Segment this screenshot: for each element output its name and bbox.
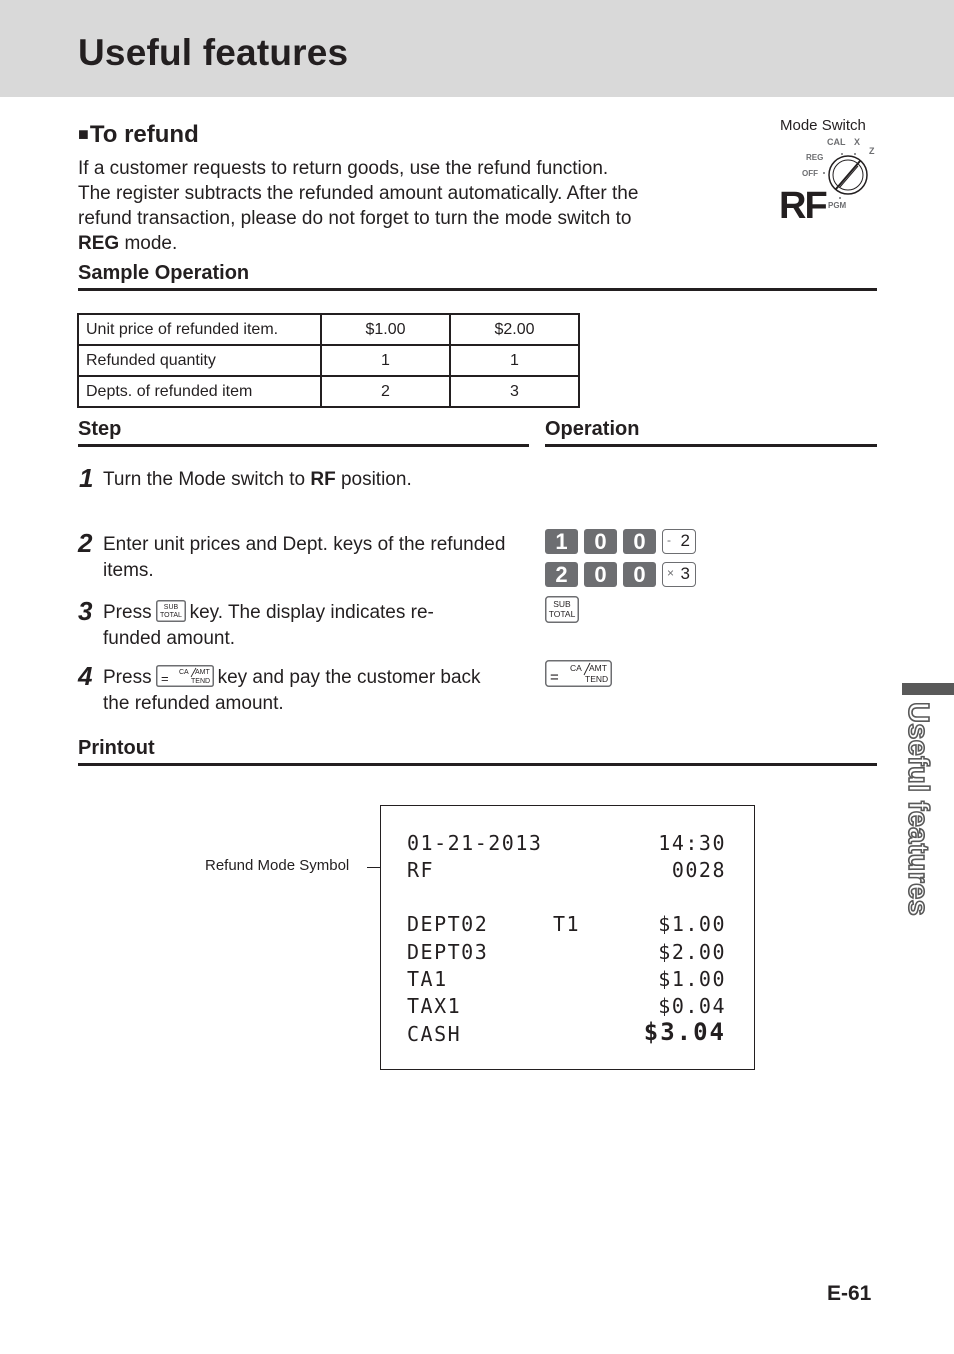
key-0: 0 xyxy=(584,562,617,587)
ms-pos-rf: RF xyxy=(779,185,826,220)
step-heading: Step xyxy=(78,418,122,440)
step-4-line-2: the refunded amount. xyxy=(103,693,284,714)
intro-line-4 xyxy=(78,231,718,256)
intro-tail: mode. xyxy=(119,233,178,254)
receipt-cash-label: CASH xyxy=(407,1022,462,1046)
receipt-taxable-amount: $1.00 xyxy=(658,967,726,991)
intro-paragraph xyxy=(78,156,718,256)
refund-mode-symbol-leader xyxy=(367,867,380,868)
receipt-line-item-label: DEPT02 xyxy=(407,912,489,936)
section-title-text: To refund xyxy=(89,121,199,148)
ms-pos-off: OFF xyxy=(802,169,818,178)
section-title xyxy=(78,121,199,149)
receipt-line-item-amount: $2.00 xyxy=(658,940,726,964)
table-cell-value: 2 xyxy=(321,376,450,407)
step-4-line-1 xyxy=(103,665,528,691)
cash-key-operation-eq: = xyxy=(550,669,559,686)
table-cell-label: Unit price of refunded item. xyxy=(78,314,321,345)
dept-2-key-number: 2 xyxy=(680,531,690,550)
table-row xyxy=(78,314,579,345)
ms-pos-cal: CAL xyxy=(827,137,846,147)
sample-operation-rule xyxy=(78,288,877,291)
subtotal-key-operation-bottom: TOTAL xyxy=(548,609,576,619)
receipt-line-item-amount: $1.00 xyxy=(658,912,726,936)
step-1-post: position. xyxy=(335,469,412,490)
cash-key-amt: AMT xyxy=(194,668,210,676)
dept-2-key xyxy=(662,529,696,554)
sample-table xyxy=(77,313,580,408)
cash-key-operation-tend: TEND xyxy=(585,674,609,684)
step-4-post: key and pay the customer back xyxy=(217,667,481,688)
table-cell-label: Refunded quantity xyxy=(78,345,321,376)
side-tab-label: Useful features xyxy=(902,702,934,917)
receipt xyxy=(380,805,755,1070)
receipt-line-item-label: DEPT03 xyxy=(407,940,489,964)
dept-3-key-number: 3 xyxy=(680,564,690,583)
key-0: 0 xyxy=(584,529,617,554)
subtotal-key-top: SUB xyxy=(163,603,178,611)
table-row xyxy=(78,345,579,376)
step-4-number: 4 xyxy=(78,661,93,691)
dept-2-key-symbol: - xyxy=(667,533,671,547)
cash-key-operation-ca: CA xyxy=(570,663,582,673)
intro-line-1: If a customer requests to return goods, use the refund function. xyxy=(78,158,609,179)
receipt-cash-amount: $3.04 xyxy=(643,1018,726,1046)
receipt-mode-symbol: RF xyxy=(407,858,435,882)
step-3-pre: Press xyxy=(103,602,152,623)
receipt-tax-amount: $0.04 xyxy=(658,994,726,1018)
table-cell-value: 3 xyxy=(450,376,579,407)
sample-operation-heading: Sample Operation xyxy=(78,262,250,284)
cash-key-ca: CA xyxy=(178,668,189,676)
step-3-line-1 xyxy=(103,600,528,626)
step-4-text xyxy=(103,665,528,717)
ms-pos-z: Z xyxy=(869,146,875,156)
subtotal-key-icon xyxy=(156,600,186,622)
intro-reg-keyword: REG xyxy=(78,233,120,254)
subtotal-key-bottom: TOTAL xyxy=(159,611,182,619)
step-3-number: 3 xyxy=(78,596,93,626)
step-3-line-2: funded amount. xyxy=(103,628,236,649)
receipt-tax-label: TAX1 xyxy=(407,994,462,1018)
subtotal-key-operation-icon xyxy=(545,596,579,623)
cash-key-operation-icon xyxy=(545,660,612,687)
key-1: 1 xyxy=(545,529,578,554)
step-2-number: 2 xyxy=(78,528,93,558)
dept-3-key xyxy=(662,562,696,587)
receipt-taxable-label: TA1 xyxy=(407,967,448,991)
step-3-post: key. The display indicates re- xyxy=(189,602,434,623)
table-cell-value: 1 xyxy=(450,345,579,376)
table-cell-label: Depts. of refunded item xyxy=(78,376,321,407)
operation-rule xyxy=(545,444,877,447)
table-cell-value: $1.00 xyxy=(321,314,450,345)
step-1-bold: RF xyxy=(310,469,336,490)
receipt-time: 14:30 xyxy=(658,831,726,855)
refund-mode-symbol-label: Refund Mode Symbol xyxy=(205,857,350,874)
receipt-date: 01-21-2013 xyxy=(407,831,543,855)
printout-rule xyxy=(78,763,877,766)
subtotal-key-operation-top: SUB xyxy=(553,599,571,609)
intro-line-3: refund transaction, please do not forget to turn the mode switch to xyxy=(78,208,632,229)
printout-heading: Printout xyxy=(78,737,155,759)
dept-3-key-symbol: × xyxy=(667,566,675,580)
page-number: E-61 xyxy=(827,1282,872,1305)
step-1-number: 1 xyxy=(79,463,94,493)
page-title: Useful features xyxy=(78,32,349,73)
key-0: 0 xyxy=(623,529,656,554)
section-marker: ■ xyxy=(78,124,89,144)
ms-pos-pgm: PGM xyxy=(828,201,847,210)
step-4-pre: Press xyxy=(103,667,152,688)
intro-line-2: The register subtracts the refunded amount automatically. After the xyxy=(78,183,639,204)
ms-pos-x: X xyxy=(854,137,861,147)
step-1-pre: Turn the Mode switch to xyxy=(103,469,311,490)
step-3-text xyxy=(103,600,528,652)
table-cell-value: $2.00 xyxy=(450,314,579,345)
mode-switch-dial-icon xyxy=(778,136,878,220)
step-1-text xyxy=(103,467,528,493)
step-2-text xyxy=(103,532,528,584)
cash-key-eq: = xyxy=(160,670,169,686)
key-2: 2 xyxy=(545,562,578,587)
cash-key-operation-amt: AMT xyxy=(589,663,607,673)
table-cell-value: 1 xyxy=(321,345,450,376)
cash-key-icon xyxy=(156,665,214,687)
operation-heading: Operation xyxy=(545,418,640,440)
mode-switch-label: Mode Switch xyxy=(780,117,866,134)
cash-key-tend: TEND xyxy=(190,677,210,685)
receipt-number: 0028 xyxy=(671,858,726,882)
step-2-line-2: items. xyxy=(103,560,154,581)
step-2-line-1: Enter unit prices and Dept. keys of the refunded xyxy=(103,534,506,555)
receipt-line-item-tax-status: T1 xyxy=(553,912,581,936)
side-tab-bar xyxy=(902,683,954,695)
table-row xyxy=(78,376,579,407)
ms-pos-reg: REG xyxy=(806,153,824,162)
step-rule xyxy=(78,444,529,447)
key-0: 0 xyxy=(623,562,656,587)
